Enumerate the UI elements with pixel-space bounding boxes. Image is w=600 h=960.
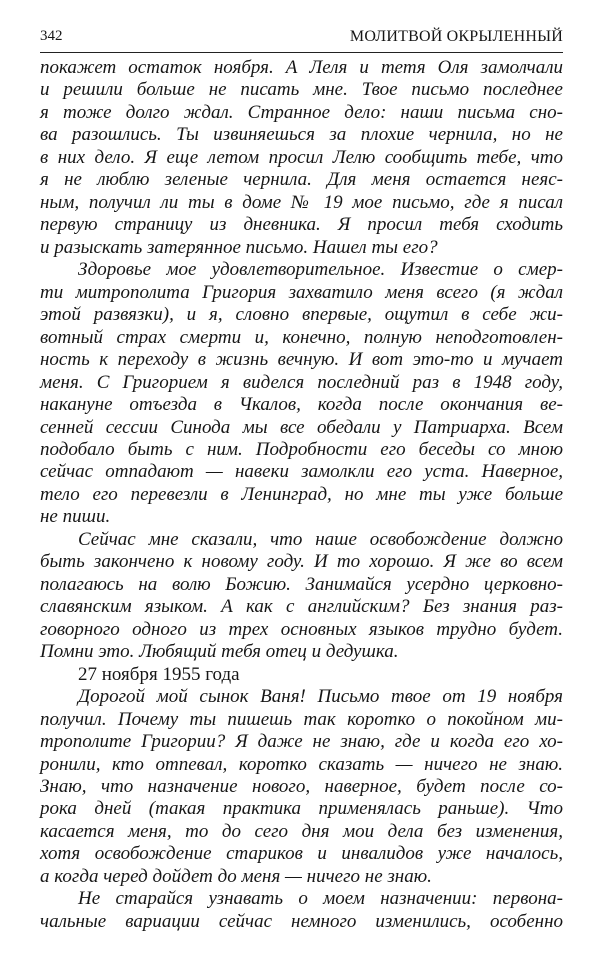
page-header xyxy=(40,24,563,53)
text-line: в них дело. Я еще летом просил Лелю сообщить тебе, что xyxy=(40,146,563,168)
date-heading: 27 ноября 1955 года xyxy=(78,663,240,685)
text-line: рока дней (такая практика применялась раньше). Что xyxy=(40,798,563,820)
text-line: говорного одного из трех основных языков трудно будет. xyxy=(40,618,563,640)
text-line: ва разошлись. Ты извиняешься за плохие чернила, но не xyxy=(40,124,563,146)
text-line: Не старайся узнавать о моем назначении: первона- xyxy=(78,888,563,910)
text-line: я тоже долго ждал. Странное дело: наши письма сно- xyxy=(40,101,563,123)
text-line: ность к переходу в жизнь вечную. И вот это-то и мучает xyxy=(40,349,563,371)
text-line: чальные вариации сейчас немного изменились, особенно xyxy=(40,910,563,932)
text-line: касается меня, то до сего дня мои дела без изменения, xyxy=(40,820,563,842)
running-title: МОЛИТВОЙ ОКРЫЛЕННЫЙ xyxy=(349,28,563,45)
page-number: 342 xyxy=(40,28,63,44)
text-line: полагаюсь на волю Божию. Занимайся усердно церковно- xyxy=(40,573,563,595)
text-line: ти митрополита Григория захватило меня всего (я ждал xyxy=(40,281,563,303)
text-line: я не люблю зеленые чернила. Для меня остается неяс- xyxy=(40,169,563,191)
text-line: первую страницу из дневника. Я просил тебя сходить xyxy=(40,214,563,236)
text-line: накануне отъезда в Чкалов, когда после окончания ве- xyxy=(40,394,563,416)
text-line: вотный страх смерти и, конечно, полную неподготовлен- xyxy=(40,326,563,348)
text-line: меня. С Григорием я виделся последний раз в 1948 году, xyxy=(40,371,563,393)
text-line: Дорогой мой сынок Ваня! Письмо твое от 19 ноября xyxy=(78,686,563,708)
text-line: Сейчас мне сказали, что наше освобождение должно xyxy=(78,528,563,550)
text-line: хотя освобождение стариков и инвалидов уже началось, xyxy=(40,843,563,865)
text-line: быть закончено к новому году. И то хорошо. Я же во всем xyxy=(40,551,563,573)
text-line: и разыскать затерянное письмо. Нашел ты его? xyxy=(40,236,438,258)
text-line: этой развязки), и я, словно впервые, ощутил в себе жи- xyxy=(40,304,563,326)
text-line: сенней сессии Синода мы все обедали у Патриарха. Всем xyxy=(40,416,563,438)
text-line: ным, получил ли ты в доме № 19 мое письмо, где я писал xyxy=(40,191,563,213)
text-line: тело его перевезли в Ленинград, но мне ты уже больше xyxy=(40,483,563,505)
text-line: трополите Григории? Я даже не знаю, где и когда его хо- xyxy=(40,731,563,753)
text-line: сейчас отпадают — навеки замолкли его уста. Наверное, xyxy=(40,461,563,483)
text-line: не пиши. xyxy=(40,506,111,528)
text-line: а когда черед дойдет до меня — ничего не знаю. xyxy=(40,865,432,887)
text-line: славянским языком. А как с английским? Без знания раз- xyxy=(40,596,563,618)
text-line: Здоровье мое удовлетворительное. Известие о смер- xyxy=(78,259,563,281)
text-line: Знаю, что назначение нового, наверное, будет после со- xyxy=(40,776,563,797)
text-line: и решили больше не писать мне. Твое письмо последнее xyxy=(40,79,563,101)
page-body xyxy=(40,57,563,933)
text-line: получил. Почему ты пишешь так коротко о покойном ми- xyxy=(40,708,563,730)
text-line: Помни это. Любящий тебя отец и дедушка. xyxy=(40,641,399,663)
text-line: покажет остаток ноября. А Леля и тетя Оля замолчали xyxy=(40,57,563,78)
text-line: ронили, кто отпевал, коротко сказать — ничего не знаю. xyxy=(40,753,563,775)
text-line: подобало быть с ним. Подробности его беседы со мною xyxy=(40,438,563,460)
